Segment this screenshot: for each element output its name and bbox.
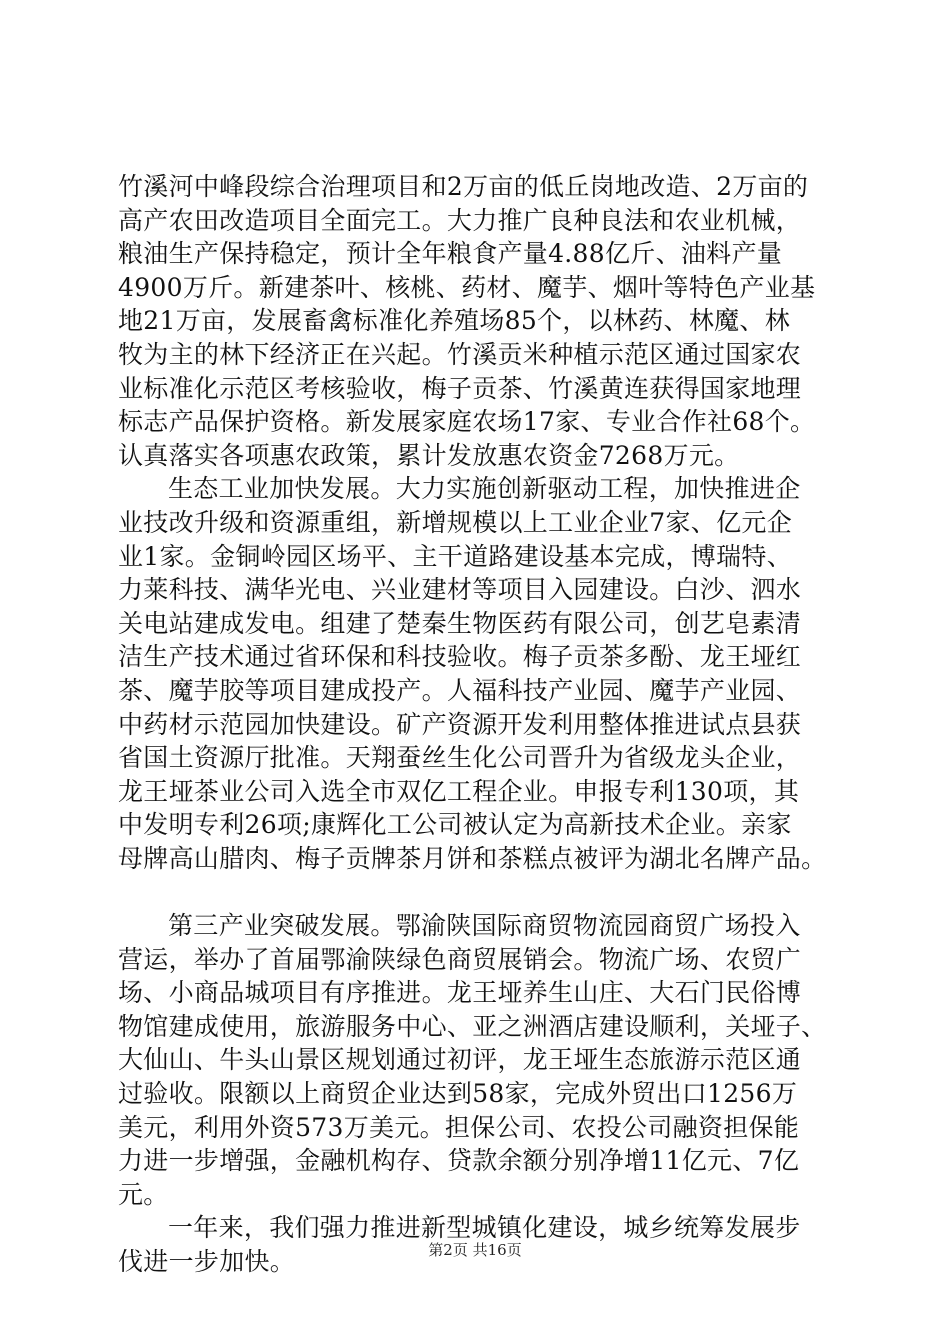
- text-line: 地21万亩，发展畜禽标准化养殖场85个，以林药、林魔、林: [118, 306, 791, 336]
- text-line: 第三产业突破发展。鄂渝陕国际商贸物流园商贸广场投入: [168, 911, 801, 941]
- text-line: 伐进一步加快。: [118, 1247, 296, 1276]
- text-line: 营运，举办了首届鄂渝陕绿色商贸展销会。物流广场、农贸广: [118, 944, 802, 974]
- text-line: 牧为主的林下经济正在兴起。竹溪贡米种植示范区通过国家农: [118, 339, 802, 369]
- text-line: 高产农田改造项目全面完工。大力推广良种良法和农业机械，: [118, 205, 802, 235]
- text-line: 认真落实各项惠农政策，累计发放惠农资金7268万元。: [118, 440, 740, 470]
- text-line: 关电站建成发电。组建了楚秦生物医药有限公司，创艺皂素清: [118, 608, 802, 638]
- page-number-footer: 第2页 共16页: [428, 1241, 522, 1259]
- document-body: [118, 170, 838, 1279]
- text-line: 力进一步增强，金融机构存、贷款余额分别净增11亿元、7亿: [118, 1146, 800, 1176]
- text-line: 中药材示范园加快建设。矿产资源开发利用整体推进试点县获: [118, 709, 802, 739]
- paragraph-ecological-industry: [118, 472, 838, 875]
- text-line: 竹溪河中峰段综合治理项目和2万亩的低丘岗地改造、2万亩的: [118, 172, 809, 201]
- text-line: 标志产品保护资格。新发展家庭农场17家、专业合作社68个。: [118, 407, 816, 437]
- text-line: 业1家。金铜岭园区场平、主干道路建设基本完成，博瑞特、: [118, 541, 793, 571]
- text-line: 茶、魔芋胶等项目建成投产。人福科技产业园、魔芋产业园、: [118, 675, 802, 705]
- text-line: 物馆建成使用，旅游服务中心、亚之洲酒店建设顺利，关垭子、: [118, 1011, 827, 1041]
- text-line: 生态工业加快发展。大力实施创新驱动工程，加快推进企: [168, 474, 801, 504]
- text-line: 粮油生产保持稳定，预计全年粮食产量4.88亿斤、油料产量: [118, 239, 783, 269]
- text-line: 元。: [118, 1179, 169, 1209]
- text-line: 中发明专利26项;康辉化工公司被认定为高新技术企业。亲家: [118, 810, 792, 840]
- paragraph-spacer: [118, 875, 838, 909]
- text-line: 省国土资源厅批准。天翔蚕丝生化公司晋升为省级龙头企业，: [118, 743, 802, 773]
- text-line: 力莱科技、满华光电、兴业建材等项目入园建设。白沙、泗水: [118, 575, 802, 605]
- text-line: 4900万斤。新建茶叶、核桃、药材、魔芋、烟叶等特色产业基: [118, 272, 816, 302]
- text-line: 美元，利用外资573万美元。担保公司、农投公司融资担保能: [118, 1112, 800, 1142]
- text-line: 龙王垭茶业公司入选全市双亿工程企业。申报专利130项，其: [118, 776, 800, 806]
- paragraph-agriculture: [118, 170, 838, 472]
- text-line: 业标准化示范区考核验收，梅子贡茶、竹溪黄连获得国家地理: [118, 373, 802, 403]
- text-line: 母牌高山腊肉、梅子贡牌茶月饼和茶糕点被评为湖北名牌产品。: [118, 843, 827, 873]
- text-line: 大仙山、牛头山景区规划通过初评，龙王垭生态旅游示范区通: [118, 1045, 802, 1075]
- text-line: 场、小商品城项目有序推进。龙王垭养生山庄、大石门民俗博: [118, 978, 802, 1008]
- paragraph-tertiary-industry: [118, 909, 838, 1211]
- text-line: 业技改升级和资源重组，新增规模以上工业企业7家、亿元企: [118, 507, 793, 537]
- text-line: 一年来，我们强力推进新型城镇化建设，城乡统筹发展步: [168, 1213, 801, 1243]
- text-line: 过验收。限额以上商贸企业达到58家，完成外贸出口1256万: [118, 1079, 798, 1109]
- text-line: 洁生产技术通过省环保和科技验收。梅子贡茶多酚、龙王垭红: [118, 642, 802, 672]
